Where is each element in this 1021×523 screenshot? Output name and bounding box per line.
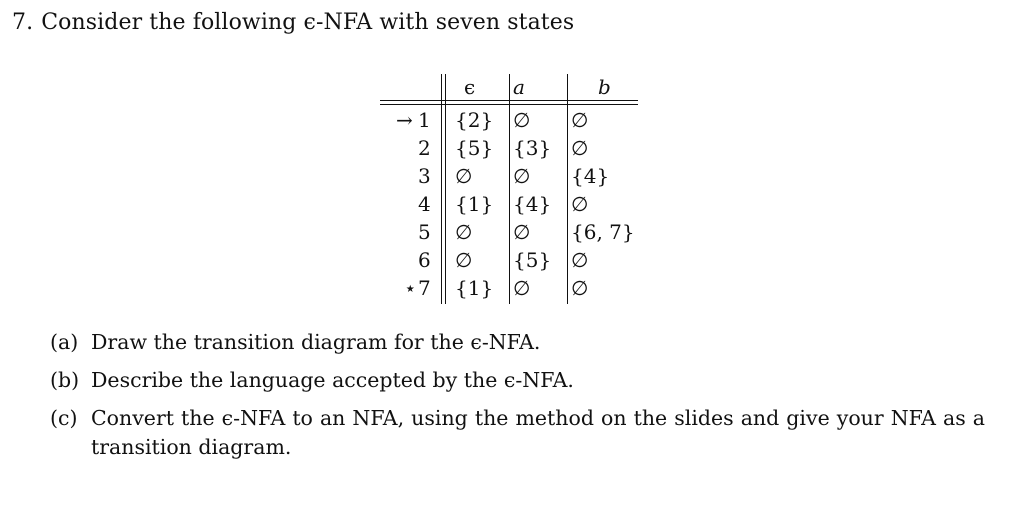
eps-transition: {5} xyxy=(455,136,494,160)
question-item xyxy=(50,404,985,462)
question-item xyxy=(50,366,985,395)
question-text: Draw the transition diagram for the ϵ-NFA. xyxy=(91,330,541,354)
b-transition: {6, 7} xyxy=(571,220,635,244)
eps-transition: ∅ xyxy=(455,164,473,188)
question-item xyxy=(50,328,985,357)
a-transition: {5} xyxy=(513,248,552,272)
problem-number: 7. xyxy=(12,10,34,35)
question-text: Describe the language accepted by the ϵ-NFA. xyxy=(91,368,574,392)
a-transition: ∅ xyxy=(513,220,531,244)
a-b-divider xyxy=(567,74,568,304)
eps-transition: ∅ xyxy=(455,248,473,272)
b-transition: ∅ xyxy=(571,276,589,300)
state-label: 6 xyxy=(418,248,431,272)
epsilon-a-divider xyxy=(509,74,510,304)
b-transition: ∅ xyxy=(571,192,589,216)
question-text: Convert the ϵ-NFA to an NFA, using the method on the slides and give your NFA as a transition diagram. xyxy=(91,406,985,459)
a-transition: ∅ xyxy=(513,276,531,300)
question-tag: (b) xyxy=(50,368,80,392)
state-label: 4 xyxy=(418,192,431,216)
question-tag: (c) xyxy=(50,406,78,430)
a-transition: {4} xyxy=(513,192,552,216)
a-transition: ∅ xyxy=(513,108,531,132)
header-b: b xyxy=(598,75,611,99)
state-label: 3 xyxy=(418,164,431,188)
eps-transition: {2} xyxy=(455,108,494,132)
state-divider-left xyxy=(441,74,442,304)
question-list xyxy=(50,328,985,471)
start-state-arrow: → xyxy=(396,108,413,132)
header-rule-top xyxy=(380,100,638,101)
eps-transition: {1} xyxy=(455,276,494,300)
eps-transition: ∅ xyxy=(455,220,473,244)
state-label: 2 xyxy=(418,136,431,160)
b-transition: ∅ xyxy=(571,248,589,272)
header-epsilon: ϵ xyxy=(464,75,476,99)
header-rule-bottom xyxy=(380,104,638,105)
header-a: a xyxy=(513,75,525,99)
question-tag: (a) xyxy=(50,330,79,354)
problem-heading xyxy=(12,10,574,35)
accepting-state-star: ⋆ xyxy=(404,276,417,300)
transition-table xyxy=(380,72,638,308)
b-transition: ∅ xyxy=(571,108,589,132)
b-transition: {4} xyxy=(571,164,610,188)
eps-transition: {1} xyxy=(455,192,494,216)
a-transition: ∅ xyxy=(513,164,531,188)
state-label: 7 xyxy=(418,276,431,300)
state-label: 5 xyxy=(418,220,431,244)
b-transition: ∅ xyxy=(571,136,589,160)
state-divider-right xyxy=(445,74,446,304)
a-transition: {3} xyxy=(513,136,552,160)
problem-statement: Consider the following ϵ-NFA with seven states xyxy=(41,10,575,35)
state-label: 1 xyxy=(418,108,431,132)
